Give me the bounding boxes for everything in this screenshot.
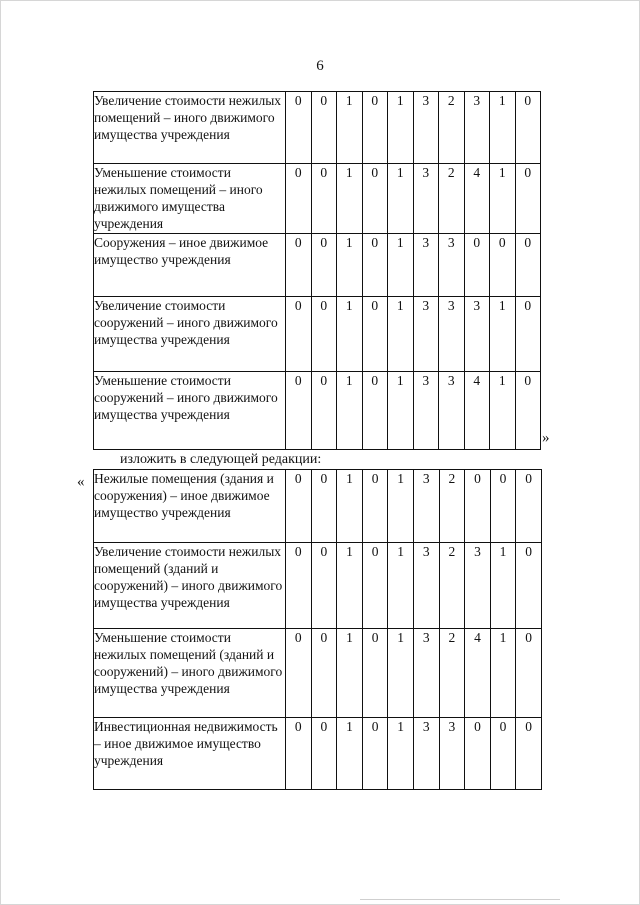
code-digit-cell: 0 xyxy=(311,234,337,297)
code-digit-cell: 4 xyxy=(465,629,491,718)
account-codes-table-old xyxy=(93,91,541,450)
code-digit-cell: 3 xyxy=(439,297,465,372)
code-digit-cell: 1 xyxy=(490,297,516,372)
account-name-cell: Инвестиционная недвижимость – иное движимое имущество учреждения xyxy=(94,718,286,790)
code-digit-cell: 0 xyxy=(465,718,491,790)
code-digit-cell: 0 xyxy=(516,629,542,718)
code-digit-cell: 0 xyxy=(286,718,312,790)
code-digit-cell: 0 xyxy=(465,470,491,543)
code-digit-cell: 0 xyxy=(362,718,388,790)
code-digit-cell: 3 xyxy=(413,234,439,297)
code-digit-cell: 1 xyxy=(337,297,363,372)
code-digit-cell: 1 xyxy=(490,372,516,450)
code-digit-cell: 0 xyxy=(286,92,312,164)
code-digit-cell: 0 xyxy=(362,234,388,297)
code-digit-cell: 3 xyxy=(413,372,439,450)
table-row xyxy=(94,92,541,164)
code-digit-cell: 1 xyxy=(490,164,516,234)
code-digit-cell: 0 xyxy=(286,164,312,234)
code-digit-cell: 0 xyxy=(490,470,516,543)
code-digit-cell: 3 xyxy=(464,297,490,372)
code-digit-cell: 3 xyxy=(439,372,465,450)
code-digit-cell: 0 xyxy=(515,164,541,234)
code-digit-cell: 0 xyxy=(362,297,388,372)
code-digit-cell: 0 xyxy=(490,718,516,790)
code-digit-cell: 1 xyxy=(337,92,363,164)
code-digit-cell: 1 xyxy=(388,372,414,450)
code-digit-cell: 0 xyxy=(311,372,337,450)
code-digit-cell: 1 xyxy=(490,629,516,718)
account-name-cell: Уменьшение стоимости нежилых помещений – иного движимого имущества учреждения xyxy=(94,164,286,234)
table-row xyxy=(94,718,542,790)
account-name-cell: Нежилые помещения (здания и сооружения) – иное движимое имущество учреждения xyxy=(94,470,286,543)
code-digit-cell: 4 xyxy=(464,372,490,450)
code-digit-cell: 3 xyxy=(413,92,439,164)
code-digit-cell: 0 xyxy=(311,718,337,790)
account-name-cell: Увеличение стоимости сооружений – иного движимого имущества учреждения xyxy=(94,297,286,372)
code-digit-cell: 0 xyxy=(311,470,337,543)
code-digit-cell: 0 xyxy=(362,92,388,164)
code-digit-cell: 0 xyxy=(362,164,388,234)
code-digit-cell: 1 xyxy=(388,629,414,718)
code-digit-cell: 1 xyxy=(388,470,414,543)
code-digit-cell: 3 xyxy=(439,718,465,790)
code-digit-cell: 1 xyxy=(388,92,414,164)
code-digit-cell: 1 xyxy=(388,543,414,629)
code-digit-cell: 0 xyxy=(311,164,337,234)
account-name-cell: Увеличение стоимости нежилых помещений (зданий и сооружений) – иного движимого имущества учреждения xyxy=(94,543,286,629)
code-digit-cell: 0 xyxy=(362,470,388,543)
code-digit-cell: 0 xyxy=(516,470,542,543)
code-digit-cell: 0 xyxy=(515,234,541,297)
page-number: 6 xyxy=(316,58,324,74)
code-digit-cell: 1 xyxy=(388,164,414,234)
code-digit-cell: 2 xyxy=(439,92,465,164)
code-digit-cell: 1 xyxy=(337,164,363,234)
code-digit-cell: 0 xyxy=(311,92,337,164)
closing-quote: » xyxy=(542,430,550,446)
code-digit-cell: 0 xyxy=(362,372,388,450)
table-row xyxy=(94,164,541,234)
code-digit-cell: 0 xyxy=(516,543,542,629)
code-digit-cell: 1 xyxy=(490,543,516,629)
code-digit-cell: 0 xyxy=(286,234,312,297)
code-digit-cell: 3 xyxy=(413,164,439,234)
code-digit-cell: 0 xyxy=(286,297,312,372)
code-digit-cell: 4 xyxy=(464,164,490,234)
table-row xyxy=(94,543,542,629)
table-row xyxy=(94,629,542,718)
code-digit-cell: 1 xyxy=(388,297,414,372)
code-digit-cell: 0 xyxy=(515,297,541,372)
code-digit-cell: 1 xyxy=(388,718,414,790)
code-digit-cell: 1 xyxy=(337,470,363,543)
amendment-instruction: изложить в следующей редакции: xyxy=(120,452,322,467)
code-digit-cell: 0 xyxy=(516,718,542,790)
code-digit-cell: 3 xyxy=(413,543,439,629)
code-digit-cell: 3 xyxy=(413,629,439,718)
code-digit-cell: 2 xyxy=(439,629,465,718)
account-name-cell: Сооружения – иное движимое имущество учреждения xyxy=(94,234,286,297)
code-digit-cell: 0 xyxy=(515,372,541,450)
code-digit-cell: 3 xyxy=(413,718,439,790)
table-row xyxy=(94,297,541,372)
code-digit-cell: 1 xyxy=(337,718,363,790)
code-digit-cell: 0 xyxy=(464,234,490,297)
code-digit-cell: 0 xyxy=(286,470,312,543)
table-row xyxy=(94,234,541,297)
account-codes-table-new xyxy=(93,469,542,790)
table-row xyxy=(94,372,541,450)
code-digit-cell: 2 xyxy=(439,470,465,543)
code-digit-cell: 3 xyxy=(465,543,491,629)
code-digit-cell: 1 xyxy=(337,372,363,450)
code-digit-cell: 0 xyxy=(490,234,516,297)
code-digit-cell: 0 xyxy=(362,543,388,629)
code-digit-cell: 3 xyxy=(439,234,465,297)
code-digit-cell: 0 xyxy=(286,629,312,718)
code-digit-cell: 0 xyxy=(311,629,337,718)
code-digit-cell: 3 xyxy=(413,297,439,372)
code-digit-cell: 3 xyxy=(464,92,490,164)
code-digit-cell: 0 xyxy=(362,629,388,718)
table-row xyxy=(94,470,542,543)
code-digit-cell: 1 xyxy=(337,234,363,297)
code-digit-cell: 0 xyxy=(311,543,337,629)
code-digit-cell: 3 xyxy=(413,470,439,543)
footer-rule xyxy=(360,899,560,900)
code-digit-cell: 1 xyxy=(490,92,516,164)
code-digit-cell: 0 xyxy=(286,372,312,450)
opening-quote: « xyxy=(77,474,85,490)
account-name-cell: Уменьшение стоимости нежилых помещений (зданий и сооружений) – иного движимого имущества учреждения xyxy=(94,629,286,718)
code-digit-cell: 0 xyxy=(286,543,312,629)
code-digit-cell: 0 xyxy=(311,297,337,372)
code-digit-cell: 1 xyxy=(337,543,363,629)
account-name-cell: Увеличение стоимости нежилых помещений – иного движимого имущества учреждения xyxy=(94,92,286,164)
account-name-cell: Уменьшение стоимости сооружений – иного движимого имущества учреждения xyxy=(94,372,286,450)
code-digit-cell: 1 xyxy=(388,234,414,297)
code-digit-cell: 0 xyxy=(515,92,541,164)
code-digit-cell: 1 xyxy=(337,629,363,718)
code-digit-cell: 2 xyxy=(439,164,465,234)
code-digit-cell: 2 xyxy=(439,543,465,629)
